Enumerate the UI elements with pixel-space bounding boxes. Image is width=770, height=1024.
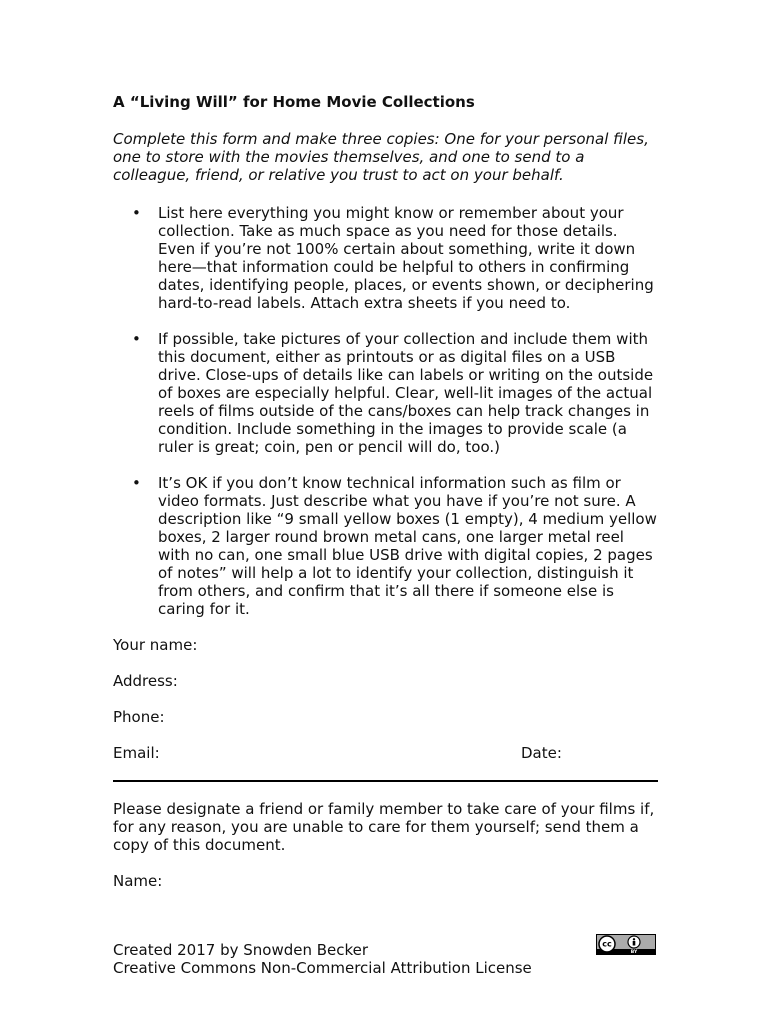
footer-license: Creative Commons Non-Commercial Attribution License <box>113 959 532 977</box>
address-field <box>113 672 658 690</box>
document-body <box>113 92 658 908</box>
list-item <box>113 204 658 312</box>
list-item-text: List here everything you might know or remember about your collection. Take as much space as you need for those details. Even if you’re not 100% certain about something, write it down here—that information could be helpful to others in confirming dates, identifying people, places, or events shown, or deciphering hard-to-read labels. Attach extra sheets if you need to. <box>158 204 654 312</box>
address-label: Address: <box>113 672 178 690</box>
footer-created: Created 2017 by Snowden Becker <box>113 941 369 959</box>
instruction-list <box>113 204 658 618</box>
cc-label: cc <box>602 939 612 949</box>
email-label: Email: <box>113 744 160 762</box>
by-label: BY <box>630 950 638 954</box>
intro-text: Complete this form and make three copies: One for your personal files, one to store with the movies themselves, and one to send to a colleague, friend, or relative you trust to act on your behalf. <box>113 130 649 184</box>
bullet-icon: • <box>132 204 141 222</box>
designee-name-field <box>113 872 658 890</box>
list-item-text: It’s OK if you don’t know technical information such as film or video formats. Just describe what you have if you’re not sure. A description like “9 small yellow boxes (1 empty), 4 medium yellow boxes, 2 larger round brown metal cans, one larger metal reel with no can, one small blue USB drive with digital copies, 2 pages of notes” will help a lot to identify your collection, distinguish it from others, and confirm that it’s all there if someone else is caring for it. <box>158 474 657 618</box>
section-divider <box>113 780 658 782</box>
cc-by-badge-icon <box>596 934 656 955</box>
phone-field <box>113 708 658 726</box>
bullet-icon: • <box>132 330 141 348</box>
your-name-field <box>113 636 658 654</box>
phone-label: Phone: <box>113 708 165 726</box>
list-item-text: If possible, take pictures of your collection and include them with this document, either as printouts or as digital files on a USB drive. Close-ups of details like can labels or writing on the outside of boxes are especially helpful. Clear, well-lit images of the actual reels of films outside of the cans/boxes can help track changes in condition. Include something in the images to provide scale (a ruler is great; coin, pen or pencil will do, too.) <box>158 330 654 456</box>
cc-by-badge-graphic <box>597 935 655 954</box>
bullet-icon: • <box>132 474 141 492</box>
designee-name-label: Name: <box>113 872 163 890</box>
list-item <box>113 474 658 618</box>
footer <box>113 941 532 977</box>
page-title: A “Living Will” for Home Movie Collections <box>113 93 475 111</box>
email-date-row <box>113 744 658 762</box>
date-label: Date: <box>521 744 562 762</box>
list-item <box>113 330 658 456</box>
designate-text: Please designate a friend or family member to take care of your films if, for any reason, you are unable to care for them yourself; send them a copy of this document. <box>113 800 655 854</box>
your-name-label: Your name: <box>113 636 198 654</box>
